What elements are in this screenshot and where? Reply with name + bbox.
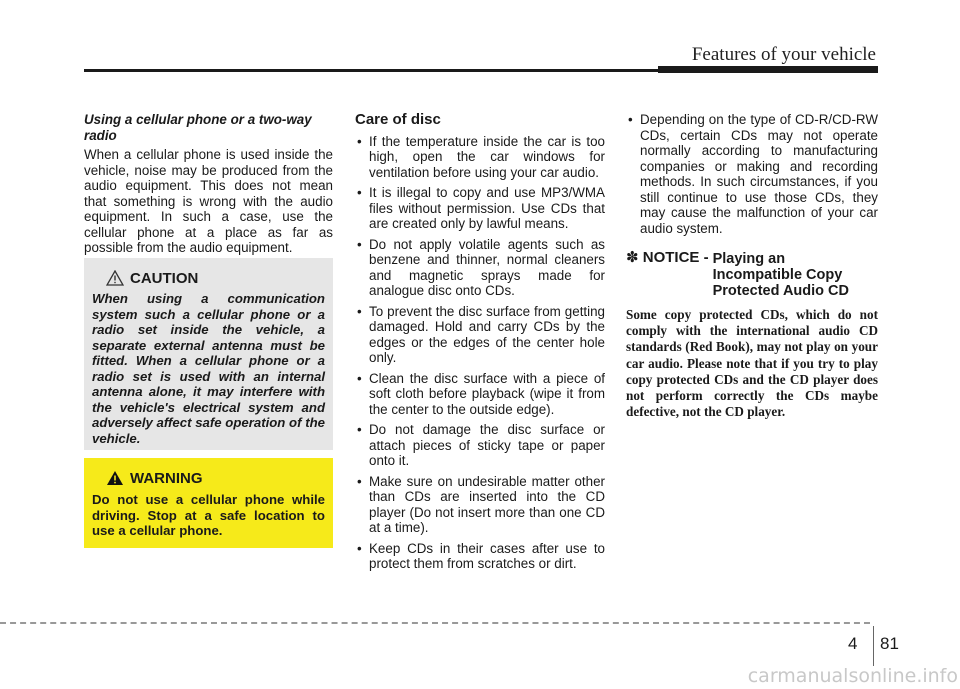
header-rule-accent (658, 66, 878, 73)
warning-box (84, 458, 333, 548)
caution-header (106, 268, 325, 288)
column-middle (355, 112, 605, 577)
notice-body: Some copy protected CDs, which do not comply with the international audio CD standards (Red Book), may not play on your car audio. Please note that if you try to play copy protected CDs and the CD player does not perform correctly the CDs maybe defective, not the CD player. (626, 307, 878, 420)
warning-triangle-icon (106, 470, 124, 486)
care-of-disc-title: Care of disc (355, 111, 441, 128)
warning-body: Do not use a cellular phone while driving. Stop at a safe location to use a cellular phone. (92, 492, 325, 538)
list-item: • Do not damage the disc surface or attach pieces of sticky tape or paper onto it. (355, 422, 605, 469)
caution-triangle-icon (106, 270, 124, 286)
caution-body: When using a communication system such a cellular phone or a radio set inside the vehicle, a separate external antenna must be fitted. When a cellular phone or a radio set is used with an internal antenna alone, it may interfere with the vehicle's electrical system and adversely affect safe operation of the vehicle. (92, 291, 325, 446)
list-item: • It is illegal to copy and use MP3/WMA files without permission. Use CDs that are created only by lawful means. (355, 185, 605, 232)
notice-header (626, 250, 878, 299)
column-right (626, 112, 878, 420)
list-item: • Make sure on undesirable matter other than CDs are inserted into the CD player (Do not insert more than one CD at a time). (355, 474, 605, 536)
cellular-body: When a cellular phone is used inside the vehicle, noise may be produced from the audio equipment. This does not mean that something is wrong with the audio equipment. In such a case, use the cellular phone at a place as far as possible from the audio equipment. (84, 147, 333, 255)
page-header-title: Features of your vehicle (691, 44, 876, 65)
watermark: carmanualsonline.info (747, 665, 958, 687)
list-item: • Clean the disc surface with a piece of soft cloth before playback (wipe it from the center to the outside edge). (355, 371, 605, 418)
cellular-subhead: Using a cellular phone or a two-way radio (84, 112, 312, 143)
caution-title: CAUTION (130, 269, 199, 287)
list-item: • Do not apply volatile agents such as benzene and thinner, normal cleaners and magnetic sprays made for analogue disc onto CDs. (355, 237, 605, 299)
caution-box (84, 258, 333, 450)
list-item: • If the temperature inside the car is too high, open the car windows for ventilation before using your car audio. (355, 134, 605, 181)
footer-rule (0, 622, 870, 624)
page-number-divider (873, 626, 874, 666)
warning-title: WARNING (130, 469, 203, 487)
page-number: 81 (880, 634, 899, 653)
list-item: • Keep CDs in their cases after use to protect them from scratches or dirt. (355, 541, 605, 572)
cd-type-list (626, 112, 878, 236)
care-of-disc-list (355, 134, 605, 572)
notice-title: Playing an Incompatible Copy Protected Audio CD (712, 251, 849, 299)
list-item: • Depending on the type of CD-R/CD-RW CDs, certain CDs may not operate normally according to manufacturing companies or making and recording methods. In such circumstances, if you still continue to use those CDs, they may cause the malfunction of your car audio system. (626, 112, 878, 236)
warning-header (106, 468, 325, 488)
column-left (84, 112, 333, 256)
notice-label: ✽ NOTICE - (626, 249, 709, 266)
list-item: • To prevent the disc surface from getting damaged. Hold and carry CDs by the edges or the edges of the center hole only. (355, 304, 605, 366)
chapter-number: 4 (848, 634, 858, 653)
